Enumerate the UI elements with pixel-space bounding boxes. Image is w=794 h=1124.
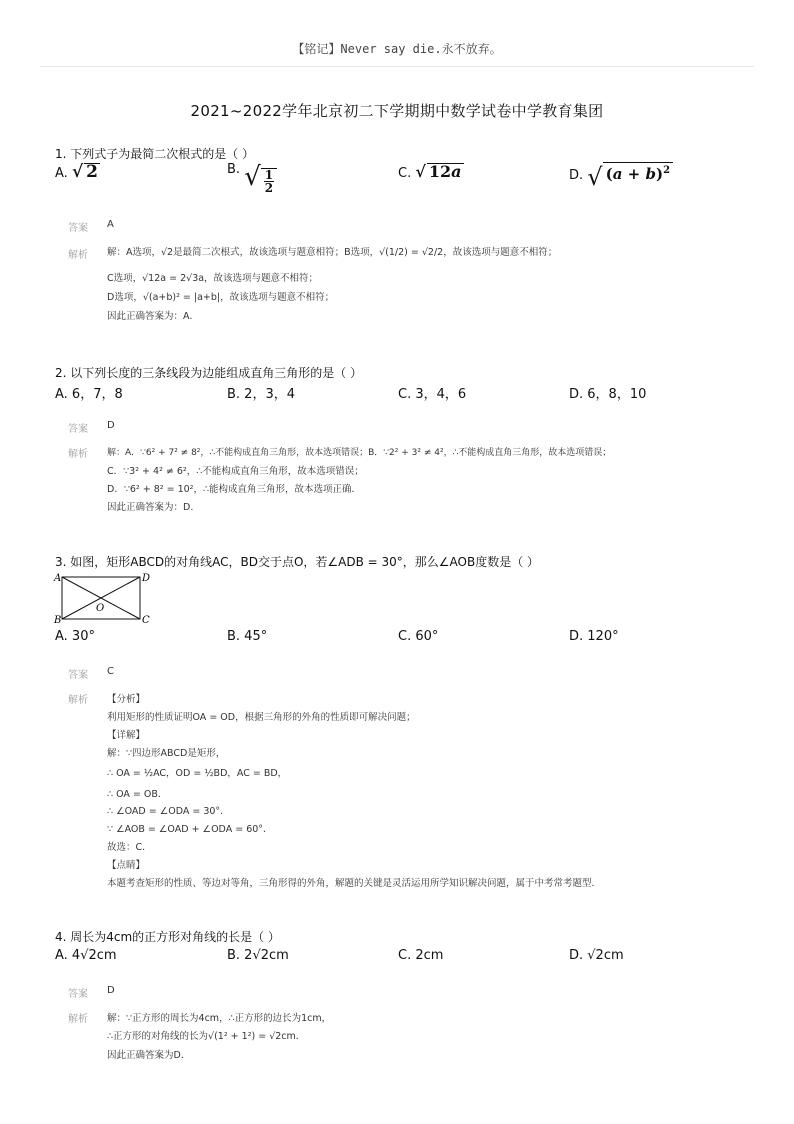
q1-option-b-label: B. bbox=[227, 162, 241, 177]
q1-option-c: C. √ 12a bbox=[398, 162, 462, 181]
q2-answer-tag: 答案 bbox=[68, 424, 88, 435]
vertex-label-b: B bbox=[54, 615, 62, 626]
q3-analysis-line-11: 本题考查矩形的性质、等边对等角，三角形得的外角，解题的关键是灵活运用所学知识解决问题，属于中考常考题型． bbox=[107, 878, 602, 889]
q1-analysis-line-1: 解：A选项，√2是最简二次根式，故该选项与题意相符；B选项，√(1/2) = √2/2，故该选项与题意不相符； bbox=[107, 247, 558, 258]
vertex-label-d: D bbox=[142, 573, 151, 584]
q3-analysis-line-6: ∴ OA = OB． bbox=[107, 789, 168, 800]
q4-analysis-line-2: ∴正方形的对角线的长为√(1² + 1²) = √2cm． bbox=[107, 1031, 306, 1042]
q1-analysis-line-4: 因此正确答案为：A. bbox=[107, 311, 193, 322]
q3-answer-value: C bbox=[107, 666, 114, 677]
vertex-label-a: A bbox=[54, 573, 62, 584]
q2-analysis-tag: 解析 bbox=[68, 449, 88, 460]
q3-analysis-line-9: 故选：C． bbox=[107, 842, 152, 853]
q3-analysis-line-2: 利用矩形的性质证明OA = OD，根据三角形的外角的性质即可解决问题； bbox=[107, 712, 416, 723]
vertex-label-c: C bbox=[142, 615, 150, 626]
q3-analysis-line-10: 【点睛】 bbox=[107, 860, 146, 871]
q4-option-b: B. 2√2cm bbox=[227, 948, 289, 963]
q1-answer-value: A bbox=[107, 219, 114, 230]
q3-answer-tag: 答案 bbox=[68, 670, 88, 681]
q1-analysis-tag: 解析 bbox=[68, 250, 88, 261]
q3-option-a: A. 30° bbox=[55, 629, 95, 644]
q2-option-b: B. 2，3，4 bbox=[227, 387, 295, 402]
question-4-stem: 4. 周长为4cm的正方形对角线的长是（ ） bbox=[55, 930, 281, 944]
q1-option-c-label: C. bbox=[398, 166, 412, 181]
q4-option-a: A. 4√2cm bbox=[55, 948, 117, 963]
q3-analysis-line-8: ∵ ∠AOB = ∠OAD + ∠ODA = 60°． bbox=[107, 824, 273, 835]
q3-option-d: D. 120° bbox=[569, 629, 619, 644]
q2-option-a: A. 6，7，8 bbox=[55, 387, 123, 402]
q1-option-d: D. √ $(a + b)^2$ bbox=[569, 162, 673, 191]
center-label-o: O bbox=[96, 603, 105, 614]
rectangle-abcd-figure bbox=[52, 569, 162, 627]
q2-analysis-line-1: 解：A．∵6² + 7² ≠ 8²，∴不能构成直角三角形，故本选项错误；B．∵2² + 3² ≠ 4²，∴不能构成直角三角形，故本选项错误； bbox=[107, 448, 612, 458]
q1-option-a-label: A. bbox=[55, 166, 68, 181]
q1-option-d-label: D. bbox=[569, 168, 584, 183]
q3-option-b: B. 45° bbox=[227, 629, 268, 644]
q2-answer-value: D bbox=[107, 420, 115, 431]
page-title: 2021~2022学年北京初二下学期期中数学试卷中学教育集团 bbox=[190, 102, 604, 120]
q2-option-d: D. 6，8，10 bbox=[569, 387, 647, 402]
page-header bbox=[40, 0, 754, 67]
q1-analysis-line-3: D选项，√(a+b)² = |a+b|，故该选项与题意不相符； bbox=[107, 292, 335, 303]
q4-answer-tag: 答案 bbox=[68, 989, 88, 1000]
q4-analysis-tag: 解析 bbox=[68, 1014, 88, 1025]
q1-option-b: B. √ $\frac{1}{2}$ bbox=[227, 162, 277, 194]
q1-answer-tag: 答案 bbox=[68, 223, 88, 234]
q4-option-c: C. 2cm bbox=[398, 948, 444, 963]
q1-option-a: A. √ 2 bbox=[55, 162, 98, 182]
q4-analysis-line-3: 因此正确答案为D． bbox=[107, 1050, 191, 1061]
question-1-stem: 1. 下列式子为最简二次根式的是（ ） bbox=[55, 147, 255, 161]
q2-analysis-line-4: 因此正确答案为：D. bbox=[107, 502, 194, 513]
q1-analysis-line-2: C选项，√12a = 2√3a，故该选项与题意不相符； bbox=[107, 273, 319, 284]
q2-option-c: C. 3，4，6 bbox=[398, 387, 467, 402]
q3-option-c: C. 60° bbox=[398, 629, 439, 644]
q3-analysis-tag: 解析 bbox=[68, 695, 88, 706]
q4-analysis-line-1: 解：∵正方形的周长为4cm，∴正方形的边长为1cm， bbox=[107, 1013, 332, 1024]
question-3-stem: 3. 如图，矩形ABCD的对角线AC，BD交于点O，若∠ADB = 30°，那么∠AOB度数是（ ） bbox=[55, 555, 540, 569]
q3-analysis-line-3: 【详解】 bbox=[107, 730, 146, 741]
question-2-stem: 2. 以下列长度的三条线段为边能组成直角三角形的是（ ） bbox=[55, 366, 363, 380]
q2-analysis-line-3: D．∵6² + 8² = 10²，∴能构成直角三角形，故本选项正确． bbox=[107, 484, 362, 495]
q2-analysis-line-2: C．∵3² + 4² ≠ 6²，∴不能构成直角三角形，故本选项错误； bbox=[107, 466, 364, 477]
q4-option-d: D. √2cm bbox=[569, 948, 624, 963]
q3-analysis-line-7: ∴ ∠OAD = ∠ODA = 30°． bbox=[107, 806, 230, 817]
header-motto: 【铭记】Never say die.永不放弃。 bbox=[292, 42, 502, 56]
q3-analysis-line-1: 【分析】 bbox=[107, 694, 146, 705]
q4-answer-value: D bbox=[107, 985, 115, 996]
q3-analysis-line-5: ∴ OA = ½AC，OD = ½BD，AC = BD， bbox=[107, 768, 288, 779]
q3-analysis-line-4: 解：∵四边形ABCD是矩形， bbox=[107, 748, 226, 759]
